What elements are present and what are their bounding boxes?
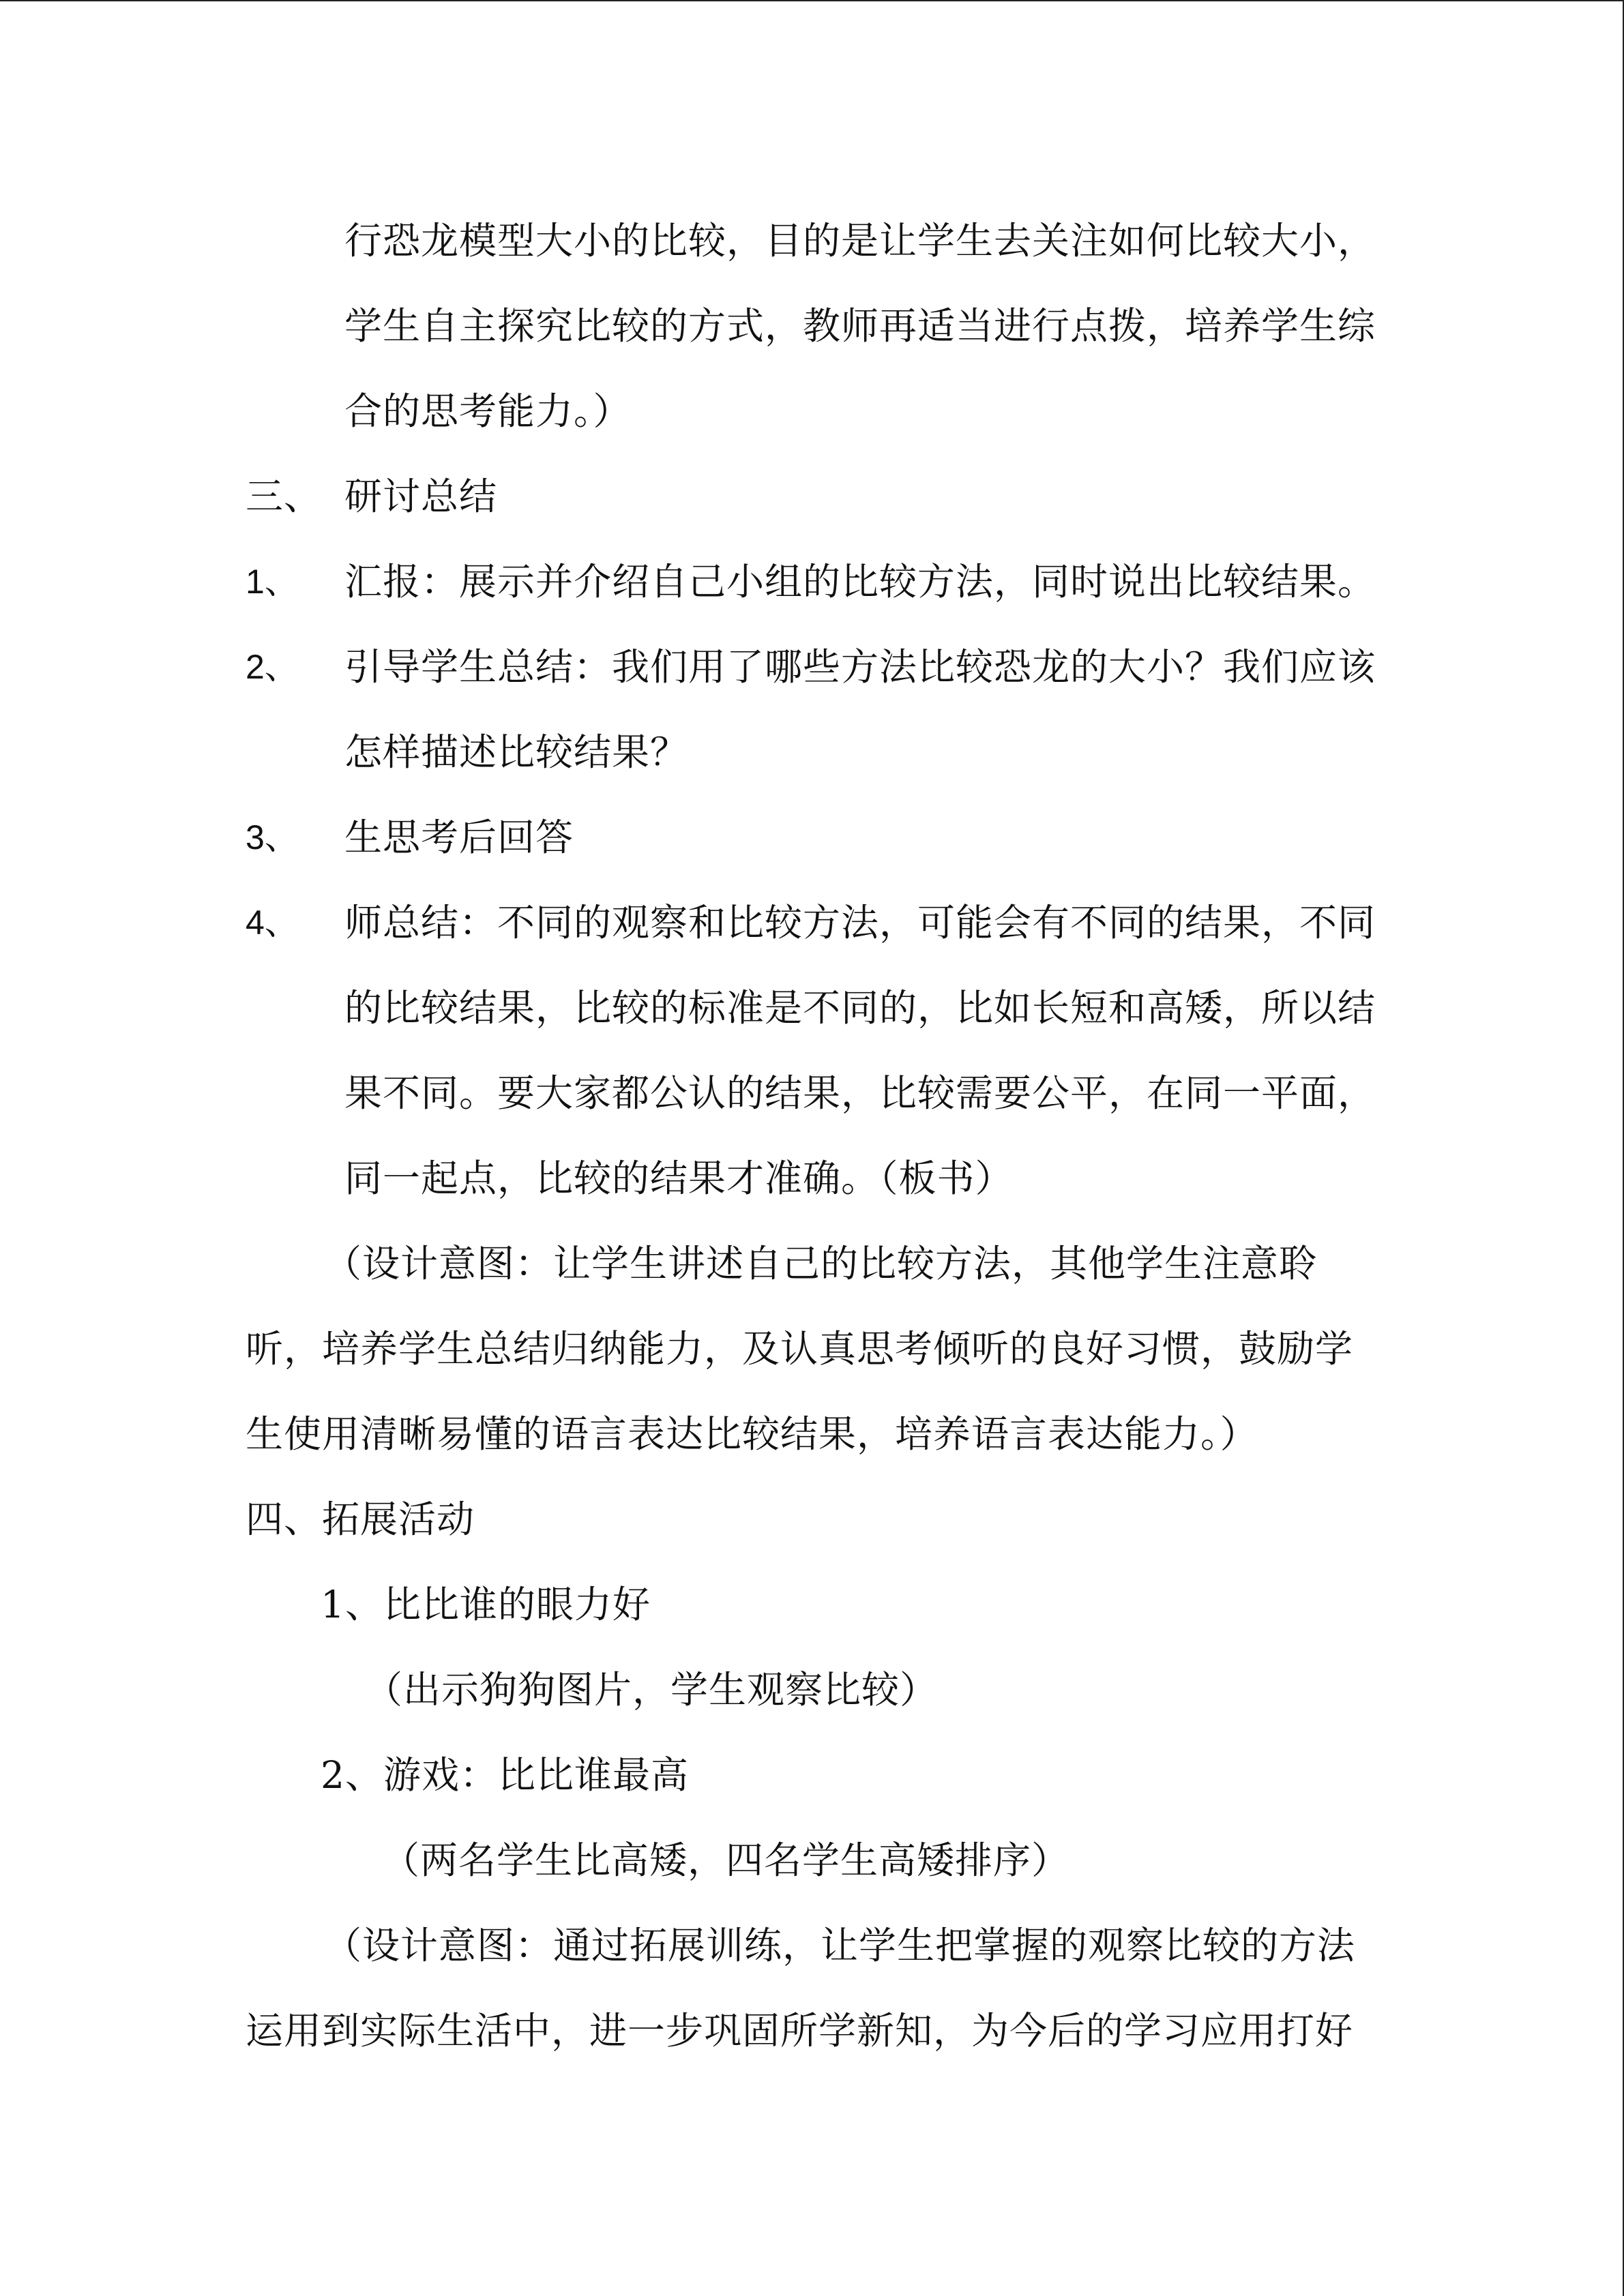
activity-title: 2、游戏：比比谁最高 [321, 1753, 689, 1797]
activity-title: 1、比比谁的眼力好 [321, 1583, 651, 1626]
list-item-text: 生思考后回答 [344, 816, 574, 859]
section-title: 四、拓展活动 [246, 1497, 475, 1541]
section-number: 三、 [246, 475, 323, 518]
list-item-number: 4、 [246, 904, 299, 942]
list-item-text: 怎样描述比较结果？ [344, 730, 689, 774]
list-item-number: 2、 [246, 648, 299, 686]
paragraph-line: 行恐龙模型大小的比较，目的是让学生去关注如何比较大小， [344, 219, 1376, 263]
paragraph-line: 合的思考能力。） [344, 389, 632, 433]
paragraph-line: 学生自主探究比较的方式，教师再适当进行点拨，培养学生综 [344, 304, 1376, 348]
activity-note: （两名学生比高矮，四名学生高矮排序） [382, 1838, 1070, 1882]
list-item-text: 果不同。要大家都公认的结果，比较需要公平，在同一平面， [344, 1071, 1376, 1115]
list-item-text: 师总结：不同的观察和比较方法，可能会有不同的结果，不同 [344, 901, 1376, 944]
list-item-number: 1、 [246, 563, 299, 601]
list-item-text: 引导学生总结：我们用了哪些方法比较恐龙的大小？我们应该 [344, 645, 1376, 689]
paragraph-line: （设计意图：让学生讲述自己的比较方法，其他学生注意聆 [324, 1242, 1318, 1285]
paragraph-line: 生使用清晰易懂的语言表达比较结果，培养语言表达能力。） [246, 1412, 1258, 1456]
list-item-text: 的比较结果，比较的标准是不同的，比如长短和高矮，所以结 [344, 986, 1376, 1030]
section-title: 研讨总结 [344, 475, 498, 518]
paragraph-line: （设计意图：通过拓展训练，让学生把掌握的观察比较的方法 [324, 1924, 1356, 1967]
list-item-text: 同一起点，比较的结果才准确。（板书） [344, 1157, 1014, 1200]
list-item-number: 3、 [246, 818, 299, 856]
paragraph-line: 听，培养学生总结归纳能力，及认真思考倾听的良好习惯，鼓励学 [246, 1327, 1354, 1371]
activity-note: （出示狗狗图片，学生观察比较） [365, 1668, 939, 1712]
paragraph-line: 运用到实际生活中，进一步巩固所学新知，为今后的学习应用打好 [246, 2009, 1354, 2053]
list-item-text: 汇报：展示并介绍自己小组的比较方法，同时说出比较结果。 [344, 560, 1376, 603]
